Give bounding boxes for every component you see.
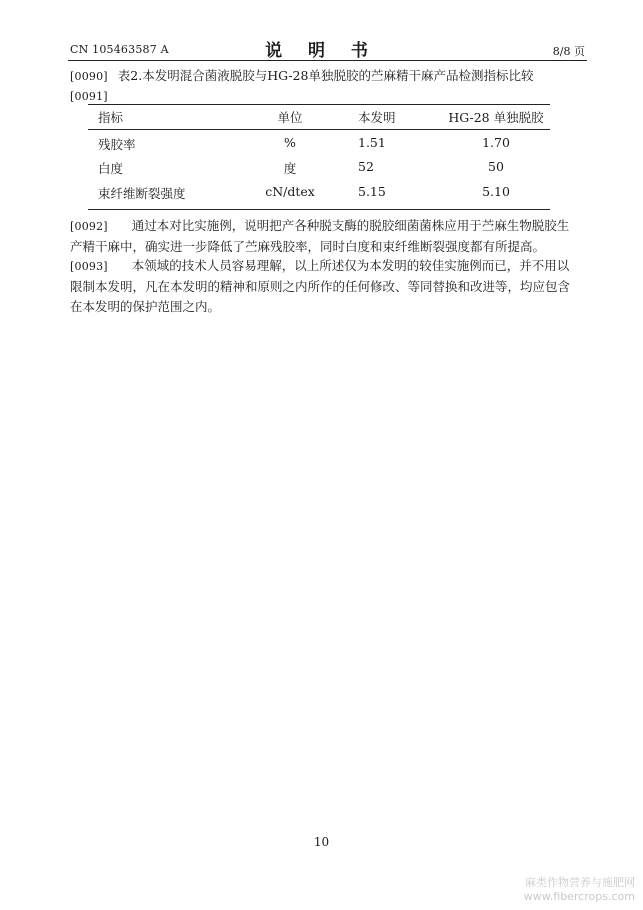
page-number: 10 <box>313 835 330 849</box>
table-row <box>88 159 550 183</box>
document-title: 说 明 书 <box>265 41 378 61</box>
table-cell: 50 <box>488 159 504 174</box>
table-cell: cN/dtex <box>265 184 315 199</box>
paragraph-text: 在本发明的保护范围之内。 <box>70 299 221 314</box>
watermark-url: www.fibercrops.com <box>523 890 635 903</box>
table-cell: 残胶率 <box>98 137 136 152</box>
table-cell: 度 <box>283 161 297 176</box>
paragraph-text: 限制本发明，凡在本发明的精神和原则之内所作的任何修改、等同替换和改进等，均应包含 <box>70 279 571 294</box>
table-header-cell: HG-28 单独脱胶 <box>448 110 544 125</box>
paragraph-0093 <box>70 256 590 317</box>
table-cell: 1.70 <box>482 135 510 150</box>
table-header-cell: 本发明 <box>358 110 396 125</box>
table-header-cell: 单位 <box>277 110 303 125</box>
table-cell: 5.10 <box>482 184 510 199</box>
table-row <box>88 184 550 208</box>
table-bottom-rule <box>88 209 550 210</box>
paragraph-text: 本领域的技术人员容易理解，以上所述仅为本发明的较佳实施例而已，并不用以 <box>131 258 570 273</box>
watermark <box>524 876 635 904</box>
table-cell: 5.15 <box>358 184 386 199</box>
table-cell: % <box>284 135 296 150</box>
paragraph-number: [0091] <box>70 90 108 103</box>
table-cell: 白度 <box>98 161 124 176</box>
paragraph-text: 产精干麻中，确实进一步降低了苎麻残胶率，同时白度和束纤维断裂强度都有所提高。 <box>70 239 546 254</box>
table-cell: 1.51 <box>358 135 386 150</box>
table-header-rule <box>88 129 550 130</box>
paragraph-number: [0090] <box>70 70 108 83</box>
header-divider <box>68 60 587 61</box>
watermark-title: 麻类作物营养与施肥网 <box>525 876 635 889</box>
page-indicator: 8/8 页 <box>552 45 585 58</box>
paragraph-number: [0093] <box>70 260 108 273</box>
table-row <box>88 135 550 159</box>
patent-number: CN 105463587 A <box>70 43 169 56</box>
table-top-rule <box>88 104 550 105</box>
table-cell: 束纤维断裂强度 <box>98 186 186 201</box>
paragraph-text: 通过本对比实施例，说明把产各种脱支酶的脱胶细菌菌株应用于苎麻生物脱胶生 <box>131 218 570 233</box>
paragraph-0092 <box>70 216 590 257</box>
table-caption: 表2.本发明混合菌液脱胶与HG-28单独脱胶的苎麻精干麻产品检测指标比较 <box>117 68 534 83</box>
paragraph-number: [0092] <box>70 220 108 233</box>
table-header-cell: 指标 <box>98 110 124 125</box>
table-cell: 52 <box>358 159 374 174</box>
paragraph-0090 <box>70 66 590 87</box>
